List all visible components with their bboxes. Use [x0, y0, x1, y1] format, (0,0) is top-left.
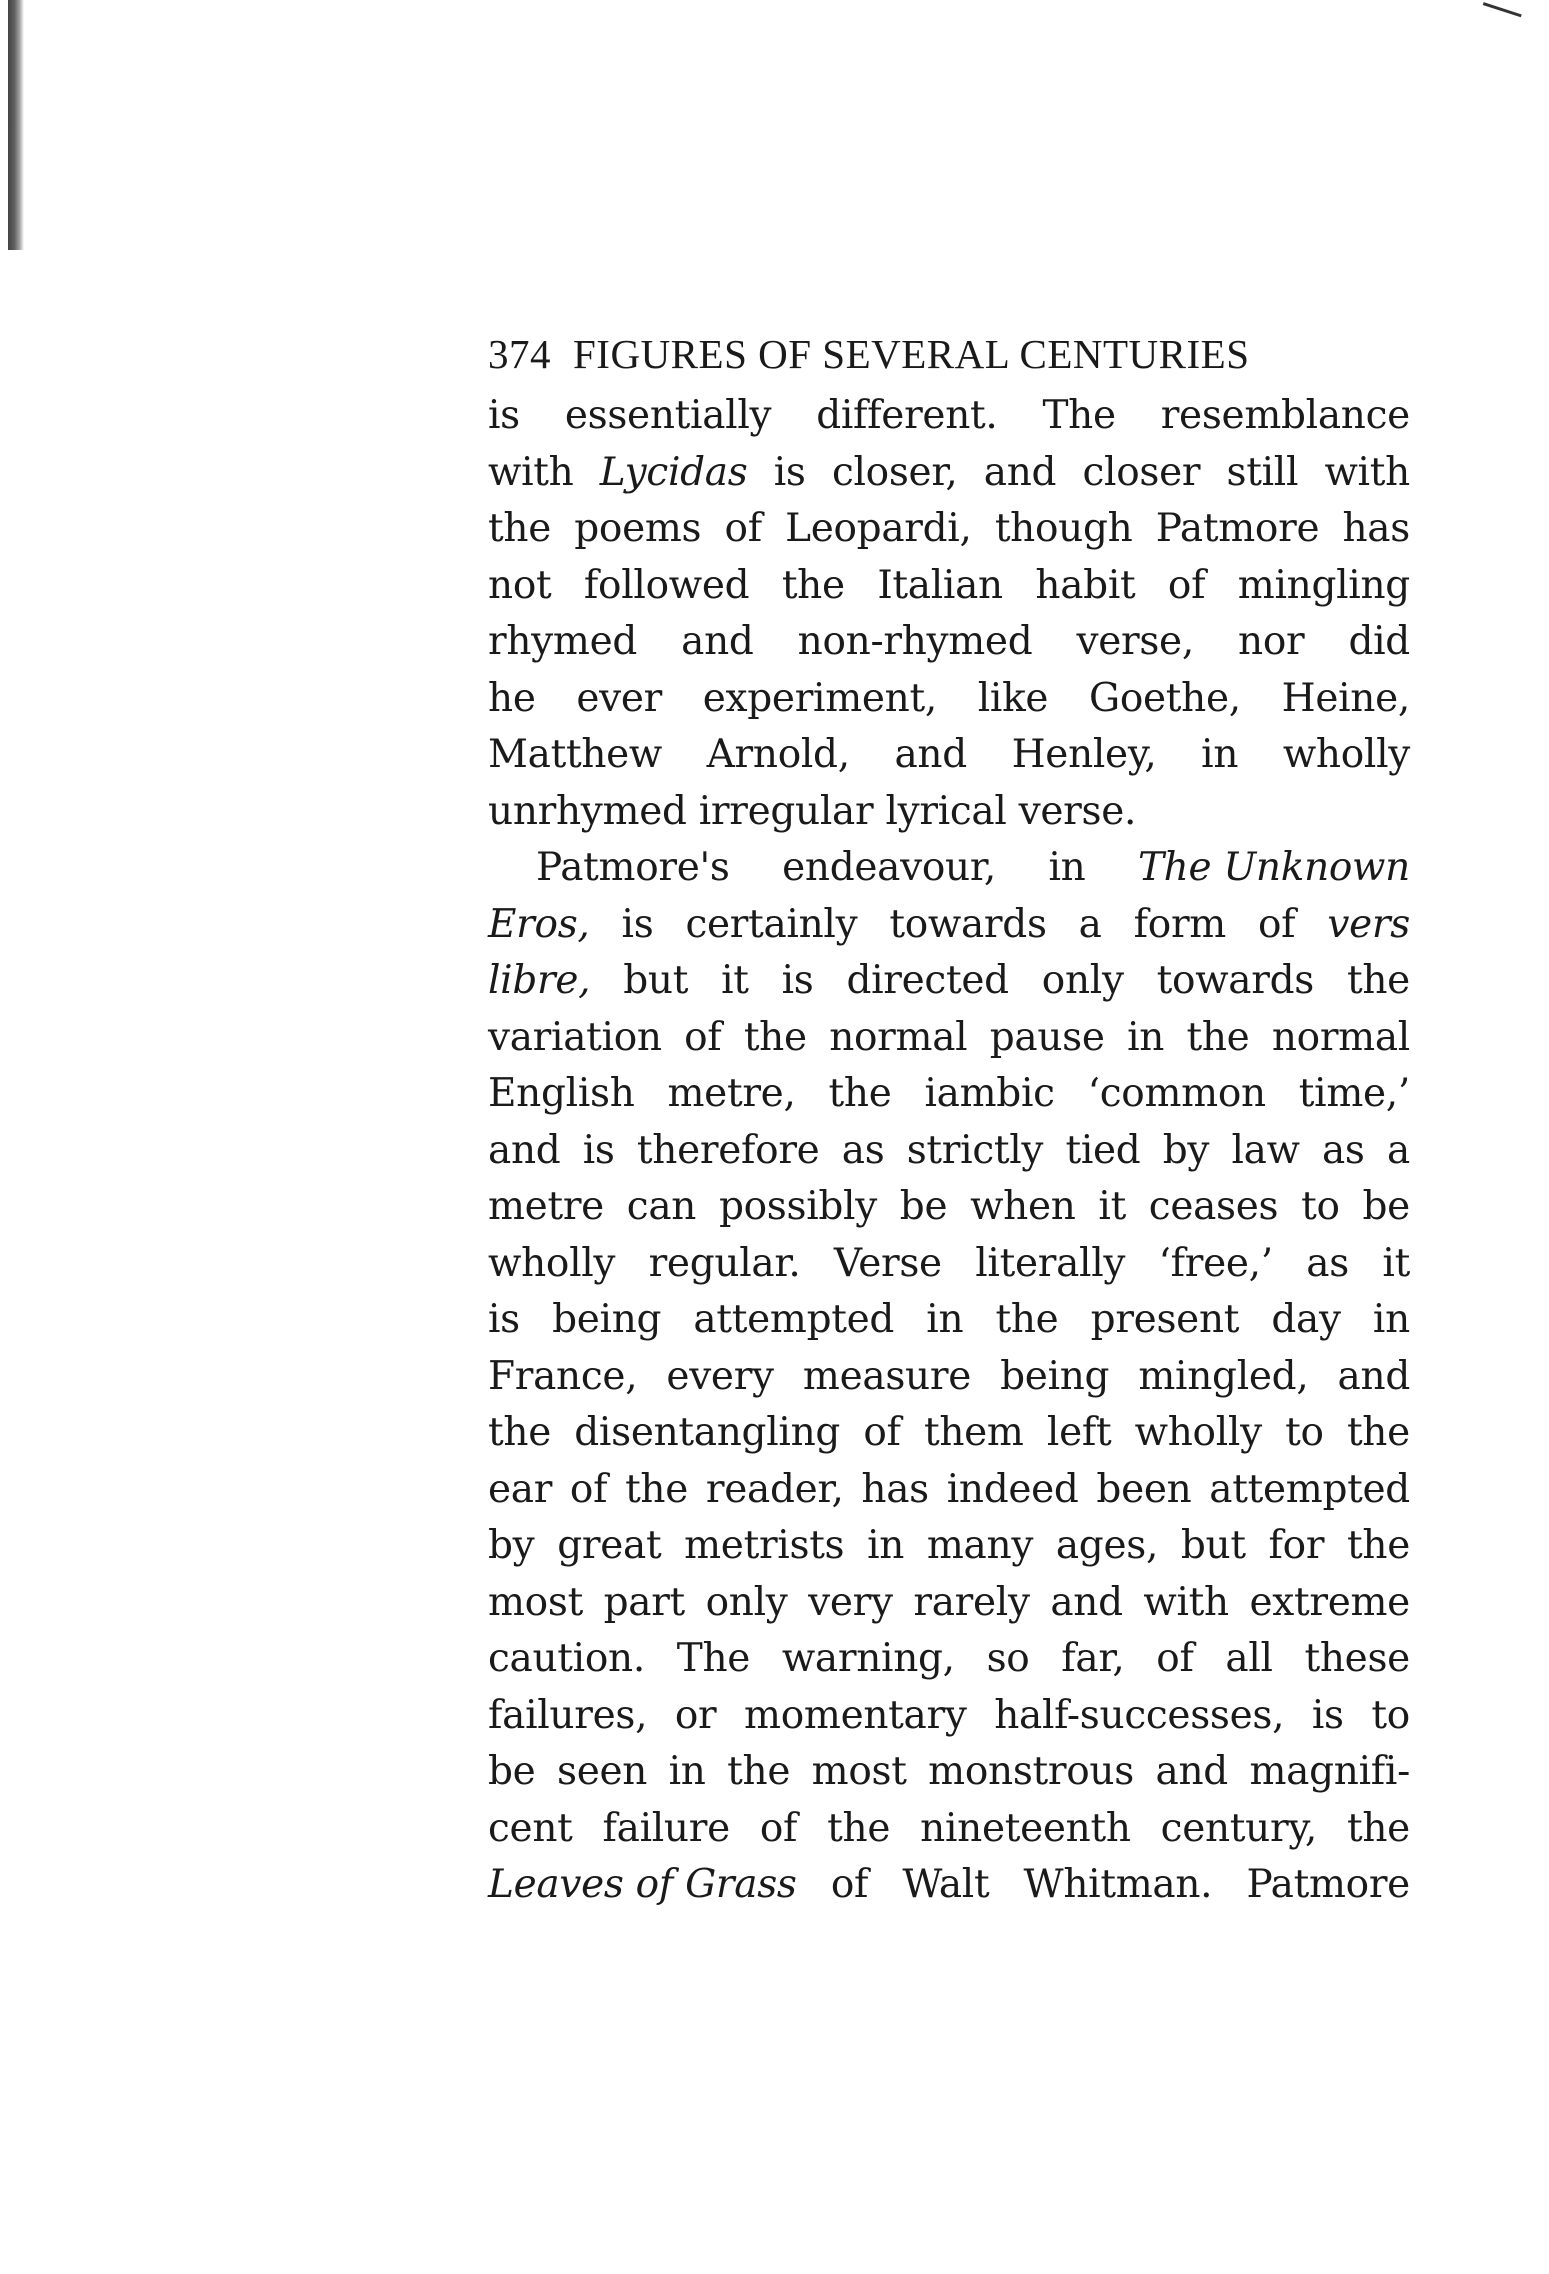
word: directed [846, 958, 1009, 1003]
word: as [1306, 1240, 1349, 1286]
word: unrhymed irregular lyrical verse. [488, 788, 1137, 834]
body-text [488, 388, 1410, 1914]
word: has [1342, 506, 1410, 551]
word: or [674, 1692, 717, 1738]
word: and [1050, 1579, 1123, 1625]
word: the [625, 1466, 689, 1512]
word: Leaves of Grass [488, 1862, 797, 1907]
text-line [488, 897, 1410, 954]
book-binding-edge [8, 0, 24, 250]
word: certainly [685, 901, 858, 947]
word: the [1346, 958, 1410, 1003]
word: been [1096, 1466, 1192, 1512]
word: in [867, 1523, 905, 1568]
word: the [727, 1749, 791, 1794]
text-line [488, 1857, 1410, 1914]
word: with [488, 449, 574, 495]
word: be [488, 1749, 536, 1794]
word: ‘free,’ [1158, 1240, 1273, 1286]
word: the [743, 1014, 807, 1060]
word: every [666, 1353, 774, 1399]
word: the [1347, 1523, 1410, 1568]
word: be [1362, 1184, 1410, 1229]
word: century, [1160, 1805, 1317, 1851]
word: and [488, 1127, 561, 1173]
word: essentially [564, 393, 772, 438]
word: strictly [906, 1127, 1044, 1173]
word: law [1231, 1127, 1300, 1173]
text-line [488, 1405, 1410, 1462]
text-line [488, 784, 1410, 841]
word: can [626, 1184, 697, 1229]
word: rarely [913, 1579, 1030, 1625]
word: many [926, 1523, 1034, 1568]
word: it [1382, 1240, 1410, 1286]
word: is [488, 1297, 520, 1342]
word: but [1180, 1523, 1246, 1568]
word: and [1337, 1353, 1410, 1399]
word: normal [1271, 1014, 1410, 1060]
text-line [488, 501, 1410, 558]
text-line [488, 558, 1410, 615]
word: very [808, 1579, 893, 1625]
word: is [1311, 1692, 1344, 1738]
word: far, [1061, 1636, 1125, 1681]
word: experiment, [702, 675, 937, 721]
word: France, [488, 1353, 638, 1399]
word: cent [488, 1805, 573, 1851]
word: poems [574, 506, 702, 551]
word: Verse [833, 1240, 942, 1286]
word: part [603, 1579, 685, 1625]
word: be [899, 1184, 948, 1229]
word: all [1225, 1636, 1273, 1681]
word: to [1371, 1692, 1410, 1738]
word: Italian [877, 562, 1003, 608]
word: by [488, 1523, 535, 1568]
word: closer [1082, 449, 1201, 495]
text-line [488, 445, 1410, 502]
page-number: 374 [488, 331, 551, 377]
word: the [488, 506, 551, 551]
word: most [811, 1749, 907, 1794]
word: Leopardi, [785, 506, 972, 551]
text-line [488, 388, 1410, 445]
word: is [773, 449, 806, 495]
word: Eros, [488, 901, 590, 947]
word: like [977, 675, 1049, 721]
word: form [1133, 901, 1226, 947]
word: The [676, 1636, 751, 1681]
text-line [488, 1123, 1410, 1180]
word: nor [1238, 619, 1305, 664]
word: non-rhymed [797, 619, 1033, 664]
word: these [1304, 1636, 1410, 1681]
word: though [994, 506, 1133, 551]
word: habit [1035, 562, 1136, 608]
word: left [1046, 1410, 1112, 1455]
text-line [488, 1518, 1410, 1575]
text-line [488, 1292, 1410, 1349]
word: with [1324, 449, 1410, 495]
word: the [995, 1297, 1059, 1342]
word: the [1346, 1410, 1410, 1455]
word: momentary [744, 1692, 967, 1738]
word: most [488, 1579, 583, 1625]
word: Goethe, [1088, 675, 1241, 721]
word: great [557, 1523, 662, 1568]
word: attempted [693, 1297, 895, 1342]
word: the [828, 1071, 892, 1116]
word: still [1226, 449, 1299, 495]
word: normal [829, 1014, 968, 1060]
word: it [721, 958, 749, 1003]
word: in [1048, 845, 1086, 890]
word: of [1167, 562, 1206, 608]
word: closer, [831, 449, 958, 495]
word: verse, [1076, 619, 1194, 664]
word: the [1186, 1014, 1250, 1060]
word: Henley, [1011, 732, 1157, 777]
word: to [1285, 1410, 1324, 1455]
word: them [923, 1410, 1024, 1455]
word: wholly [1282, 732, 1410, 777]
word: he [488, 675, 536, 721]
word: Patmore's [536, 845, 730, 890]
word: Walt [902, 1862, 990, 1907]
word: in [1127, 1014, 1165, 1060]
word: a [1386, 1127, 1410, 1173]
word: of [1258, 901, 1296, 947]
word: ear [488, 1466, 553, 1512]
word: in [1372, 1297, 1410, 1342]
word: of [684, 1014, 722, 1060]
text-line [488, 671, 1410, 728]
word: extreme [1249, 1579, 1410, 1625]
word: Arnold, [706, 732, 850, 777]
word: resemblance [1160, 393, 1410, 438]
word: Matthew [488, 732, 663, 777]
word: monstrous [928, 1749, 1134, 1794]
word: vers [1327, 901, 1410, 947]
word: Lycidas [599, 449, 748, 495]
word: in [926, 1297, 964, 1342]
word: seen [556, 1749, 648, 1794]
word: failures, [488, 1692, 648, 1738]
word: disentangling [574, 1410, 841, 1455]
word: of [1156, 1636, 1194, 1681]
running-head-title: FIGURES OF SEVERAL CENTURIES [573, 331, 1250, 377]
word: The Unknown [1137, 845, 1410, 890]
word: Patmore [1155, 506, 1320, 551]
word: the [781, 562, 845, 608]
word: therefore [636, 1127, 820, 1173]
word: half-successes, [994, 1692, 1285, 1738]
text-line [488, 1179, 1410, 1236]
word: a [1078, 901, 1102, 947]
word: mingling [1237, 562, 1410, 608]
text-line [488, 1688, 1410, 1745]
word: measure [802, 1353, 971, 1399]
word: when [970, 1184, 1076, 1229]
word: pause [989, 1014, 1105, 1060]
word: present [1090, 1297, 1240, 1342]
book-page [488, 330, 1410, 1914]
text-line [488, 614, 1410, 671]
word: of [759, 1805, 798, 1851]
word: of [863, 1410, 901, 1455]
word: wholly [488, 1240, 616, 1286]
text-line [488, 1575, 1410, 1632]
word: wholly [1134, 1410, 1262, 1455]
text-line [488, 1236, 1410, 1293]
word: is [621, 901, 654, 947]
page-corner-mark [1480, 2, 1521, 25]
word: metre, [667, 1071, 796, 1116]
word: Heine, [1281, 675, 1410, 721]
word: metre [488, 1184, 604, 1229]
word: by [1162, 1127, 1210, 1173]
running-head [488, 330, 1410, 378]
word: not [488, 562, 552, 608]
word: as [1321, 1127, 1365, 1173]
word: reader, [705, 1466, 844, 1512]
word: only [705, 1579, 788, 1625]
word: possibly [718, 1184, 877, 1229]
text-line [488, 1066, 1410, 1123]
word: attempted [1209, 1466, 1410, 1512]
word: English [488, 1071, 635, 1116]
word: and [681, 619, 754, 664]
word: nineteenth [920, 1805, 1131, 1851]
word: endeavour, [782, 845, 996, 890]
word: in [1201, 732, 1239, 777]
word: libre, [488, 958, 591, 1003]
word: ceases [1148, 1184, 1279, 1229]
word: towards [1156, 958, 1314, 1003]
word: the [1346, 1805, 1410, 1851]
word: caution. [488, 1636, 645, 1681]
word: warning, [781, 1636, 955, 1681]
word: to [1301, 1184, 1340, 1229]
word: in [668, 1749, 706, 1794]
word: time,’ [1298, 1071, 1410, 1116]
word: it [1098, 1184, 1126, 1229]
word: day [1271, 1297, 1341, 1342]
word: iambic [924, 1071, 1055, 1116]
word: indeed [946, 1466, 1079, 1512]
word: variation [488, 1014, 662, 1060]
word: and [1155, 1749, 1228, 1794]
word: magnifi- [1249, 1749, 1410, 1794]
word: literally [975, 1240, 1126, 1286]
word: the [488, 1410, 551, 1455]
word: as [841, 1127, 885, 1173]
word: ever [576, 675, 663, 721]
word: of [830, 1862, 869, 1907]
word: The [1042, 393, 1116, 438]
word: and [983, 449, 1057, 495]
word: followed [583, 562, 750, 608]
text-line [488, 1631, 1410, 1688]
word: is [488, 393, 520, 438]
word: mingled, [1138, 1353, 1309, 1399]
word: tied [1065, 1127, 1141, 1173]
word: has [861, 1466, 929, 1512]
text-line [488, 1349, 1410, 1406]
word: rhymed [488, 619, 638, 664]
word: but [623, 958, 689, 1003]
word: of [724, 506, 762, 551]
text-line [488, 953, 1410, 1010]
word: with [1143, 1579, 1229, 1625]
word: being [552, 1297, 662, 1342]
word: ages, [1055, 1523, 1159, 1568]
word: towards [889, 901, 1047, 947]
text-line [488, 1462, 1410, 1519]
word: did [1348, 619, 1410, 664]
word: ‘common [1087, 1071, 1266, 1116]
word: for [1268, 1523, 1325, 1568]
word: being [1000, 1353, 1110, 1399]
text-line [488, 1744, 1410, 1801]
word: Patmore [1246, 1862, 1410, 1907]
word: regular. [648, 1240, 801, 1286]
text-line [488, 840, 1410, 897]
word: is [582, 1127, 615, 1173]
text-line [488, 1801, 1410, 1858]
text-line [488, 727, 1410, 784]
word: only [1041, 958, 1124, 1003]
word: is [781, 958, 814, 1003]
word: so [986, 1636, 1030, 1681]
text-line [488, 1010, 1410, 1067]
word: failure [602, 1805, 730, 1851]
word: the [827, 1805, 891, 1851]
word: metrists [684, 1523, 845, 1568]
word: Whitman. [1023, 1862, 1213, 1907]
word: different. [816, 393, 998, 438]
word: and [894, 732, 967, 777]
word: of [569, 1466, 608, 1512]
